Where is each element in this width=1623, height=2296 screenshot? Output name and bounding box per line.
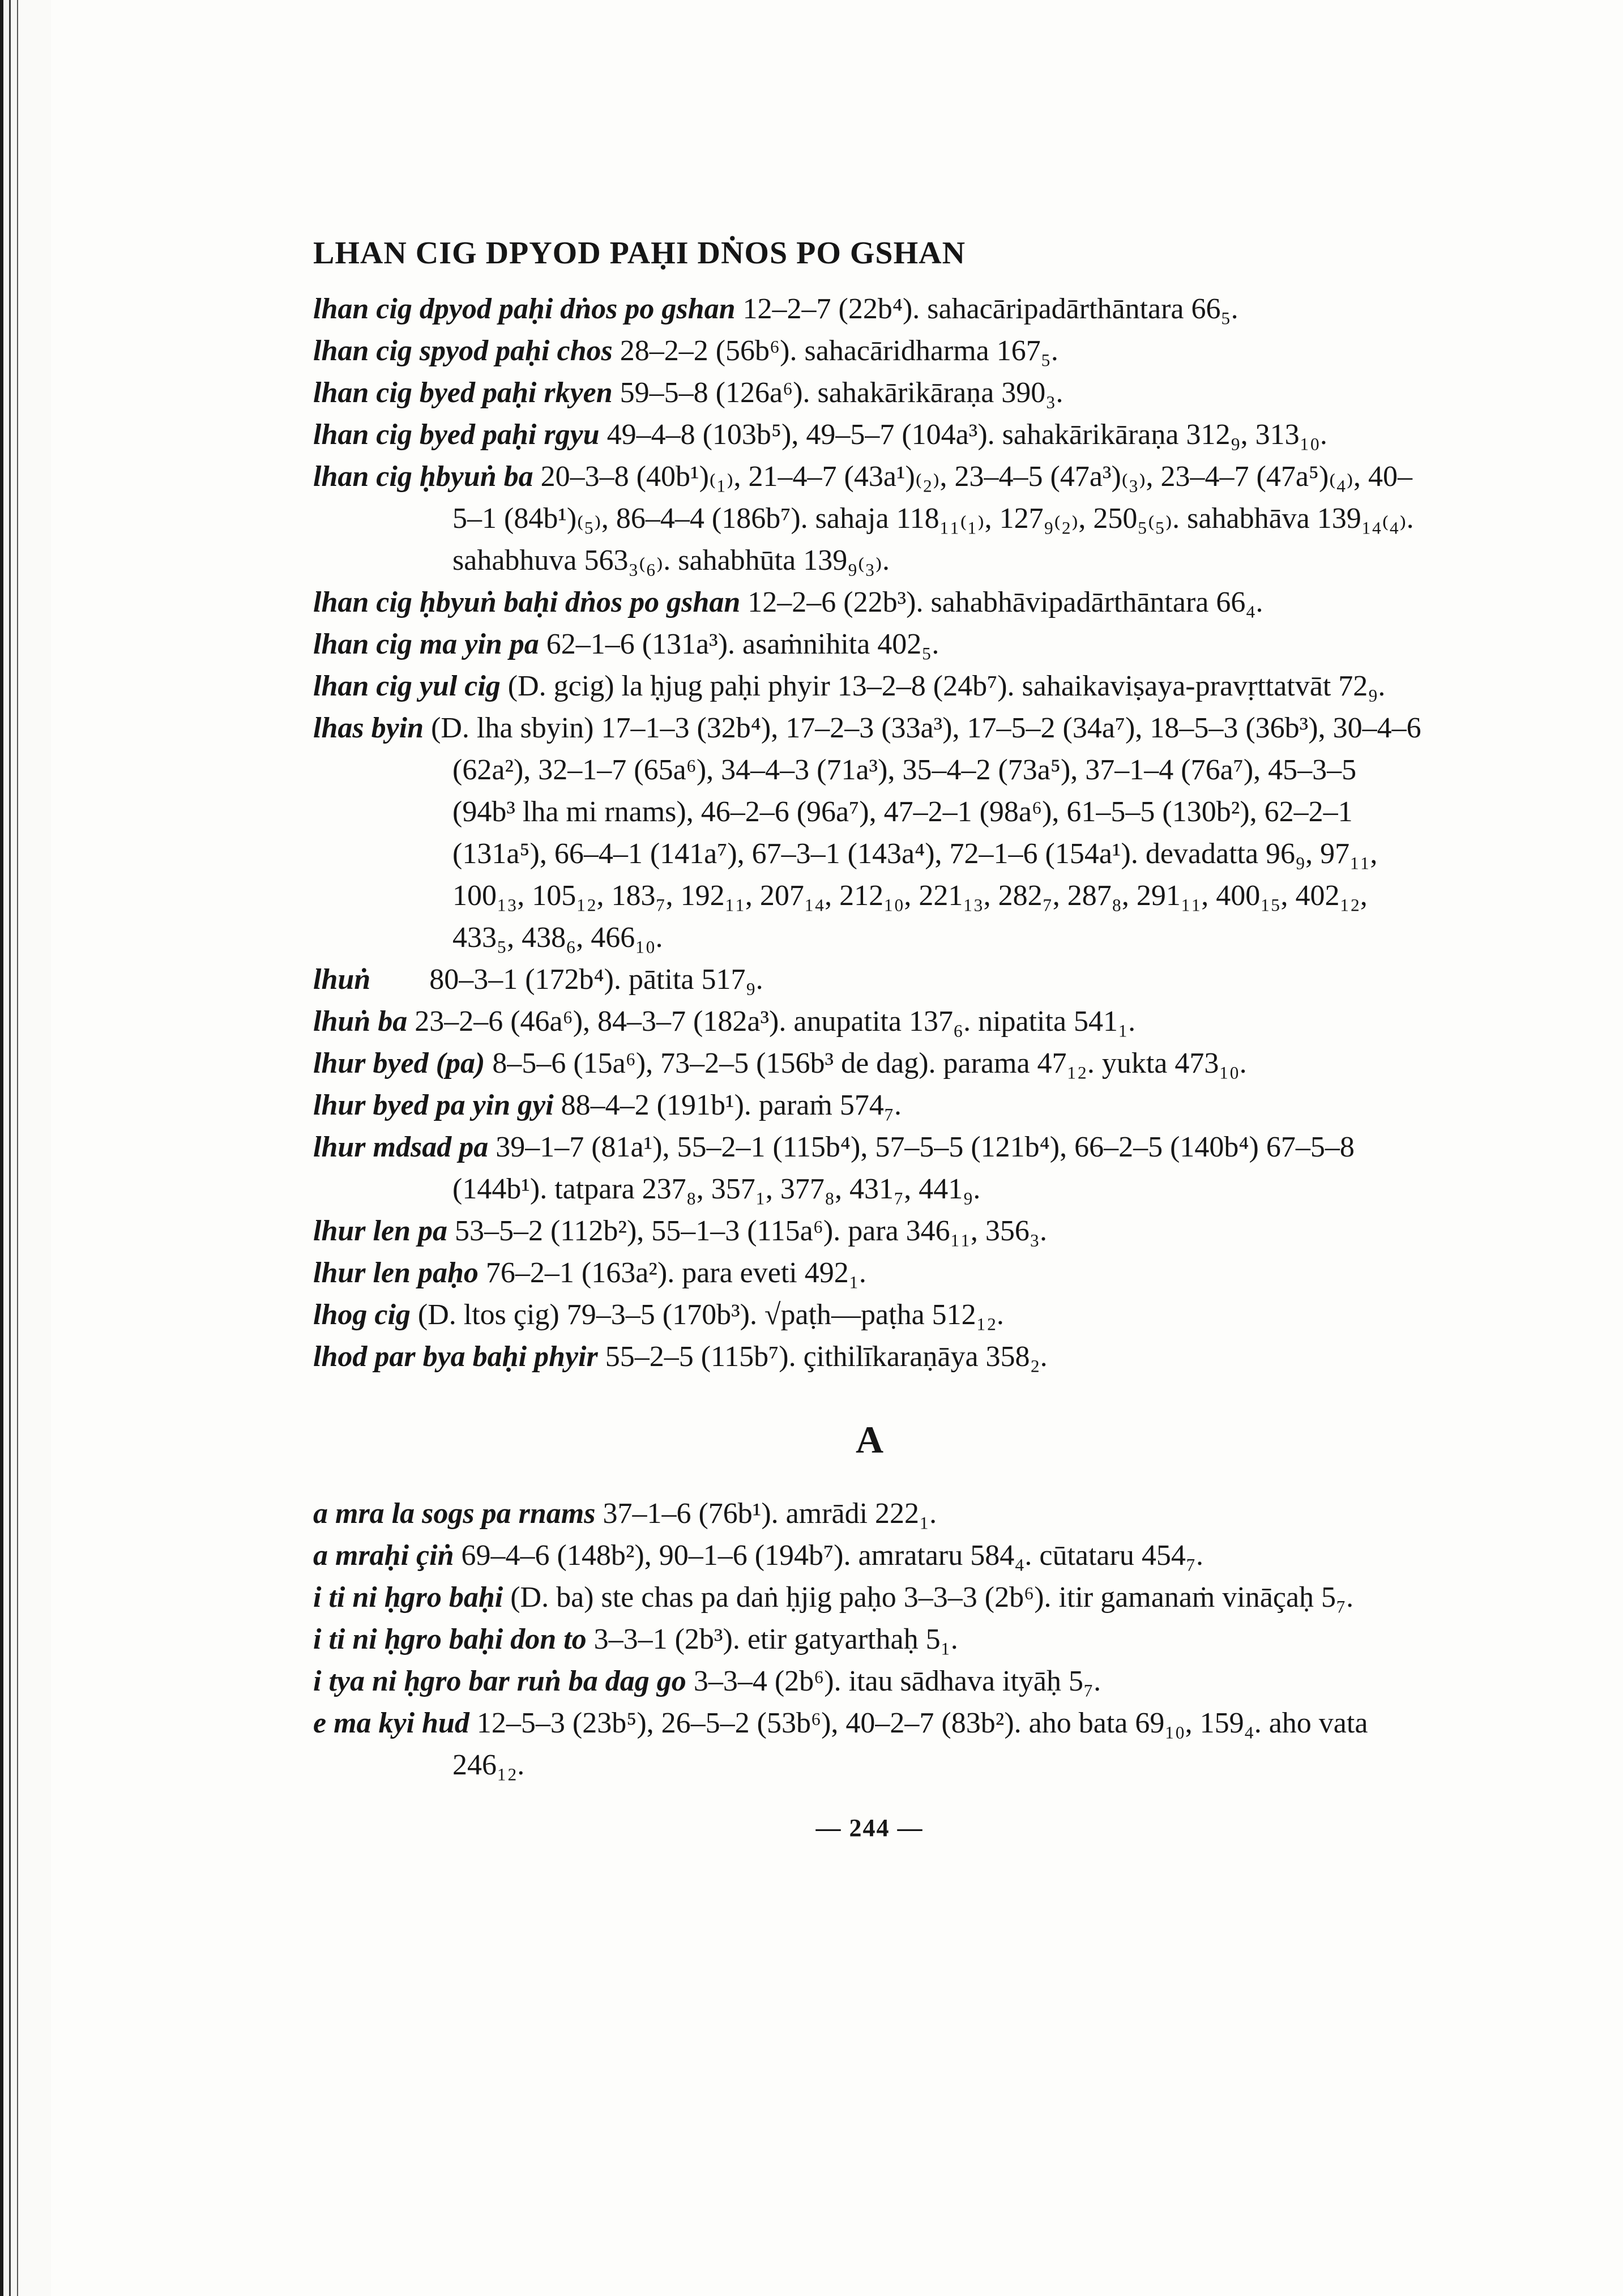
dictionary-entry (313, 1210, 1426, 1252)
dictionary-entry (313, 624, 1426, 665)
entry-references: 76–2–1 (163a²). para eveti 492₁. (478, 1257, 866, 1289)
entry-references: 12–2–7 (22b⁴). sahacāripadārthāntara 66₅. (735, 293, 1238, 325)
dictionary-entry (313, 1294, 1426, 1336)
entry-references: (D. ba) ste chas pa daṅ ḥjig paḥo 3–3–3 (2b⁶). itir gamanaṁ vināçaḥ 5₇. (503, 1581, 1354, 1614)
entry-headword: lhan cig ḥbyuṅ baḥi dṅos po gshan (313, 586, 741, 618)
entries-a-section (313, 1493, 1426, 1786)
entry-headword: i tya ni ḥgro bar ruṅ ba dag go (313, 1665, 686, 1697)
page-number: — 244 — (815, 1814, 924, 1842)
entry-headword: lhan cig yul cig (313, 670, 501, 702)
dictionary-page (313, 235, 1426, 1842)
dictionary-entry (313, 1085, 1426, 1126)
entry-headword: lhod par bya baḥi phyir (313, 1341, 598, 1373)
dictionary-entry (313, 1336, 1426, 1378)
scan-binding-edge (0, 0, 51, 2296)
entry-headword: a mraḥi çiṅ (313, 1539, 454, 1572)
entry-headword: lhog cig (313, 1299, 411, 1331)
dictionary-entry (313, 707, 1426, 959)
entry-references: 69–4–6 (148b²), 90–1–6 (194b⁷). amrataru 584₄. cūtataru 454₇. (454, 1539, 1203, 1572)
dictionary-entry (313, 414, 1426, 456)
entry-references: 3–3–1 (2b³). etir gatyarthaḥ 5₁. (586, 1623, 958, 1655)
entry-references: 62–1–6 (131a³). asaṁnihita 402₅. (539, 628, 939, 660)
dictionary-entry (313, 665, 1426, 707)
entry-references: 49–4–8 (103b⁵), 49–5–7 (104a³). sahakārikāraṇa 312₉, 313₁₀. (599, 419, 1327, 451)
dictionary-entry (313, 1577, 1426, 1619)
entry-references: (D. gcig) la ḥjug paḥi phyir 13–2–8 (24b⁷). sahaikaviṣaya-pravṛttatvāt 72₉. (500, 670, 1386, 702)
entry-references: 59–5–8 (126a⁶). sahakārikāraṇa 390₃. (612, 377, 1064, 409)
entry-headword: lhur byed (pa) (313, 1047, 485, 1079)
dictionary-entry (313, 1252, 1426, 1294)
entry-references: 39–1–7 (81a¹), 55–2–1 (115b⁴), 57–5–5 (121b⁴), 66–2–5 (140b⁴) 67–5–8 (144b¹). tatpara 237₈, 357₁, 377₈, 431₇, 441₉. (452, 1131, 1355, 1205)
running-head: LHAN CIG DPYOD PAḤI DṄOS PO GSHAN (313, 236, 966, 271)
dictionary-entry (313, 1619, 1426, 1661)
entry-headword: lhur mdsad pa (313, 1131, 489, 1163)
entry-headword: lhan cig dpyod paḥi dṅos po gshan (313, 293, 736, 325)
entry-headword: lhuṅ (313, 963, 371, 996)
entry-headword: lhan cig ma yin pa (313, 628, 539, 660)
entry-headword: lhuṅ ba (313, 1005, 408, 1038)
entry-headword: i ti ni ḥgro baḥi (313, 1581, 503, 1614)
entry-headword: lhur len pa (313, 1215, 447, 1247)
entries-l-section (313, 288, 1426, 1378)
entry-references: 20–3–8 (40b¹)₍₁₎, 21–4–7 (43a¹)₍₂₎, 23–4–5 (47a³)₍₃₎, 23–4–7 (47a⁵)₍₄₎, 40–5–1 (84b¹)₍₅₎, 86–4–4 (186b⁷). sahaja 118₁₁₍₁₎, 127₉₍₂₎, 250₅₍₅₎. sahabhāva 139₁₄₍₄₎. sahabhuva 563₃₍₆₎. sahabhūta 139₉₍₃₎. (452, 460, 1414, 577)
entry-headword: lhan cig ḥbyuṅ ba (313, 460, 533, 493)
dictionary-entry (313, 1043, 1426, 1085)
entry-headword: lhan cig byed paḥi rgyu (313, 419, 600, 451)
entry-headword: a mra la sogs pa rnams (313, 1497, 596, 1530)
entry-references: (D. ltos çig) 79–3–5 (170b³). √paṭh—paṭha 512₁₂. (410, 1299, 1004, 1331)
dictionary-entry (313, 1493, 1426, 1535)
entry-references: 80–3–1 (172b⁴). pātita 517₉. (370, 963, 763, 996)
dictionary-entry (313, 1702, 1426, 1786)
entry-references: 23–2–6 (46a⁶), 84–3–7 (182a³). anupatita 137₆. nipatita 541₁. (407, 1005, 1136, 1038)
entry-headword: lhas byin (313, 712, 424, 744)
entry-references: 8–5–6 (15a⁶), 73–2–5 (156b³ de dag). parama 47₁₂. yukta 473₁₀. (485, 1047, 1247, 1079)
entry-references: 53–5–2 (112b²), 55–1–3 (115a⁶). para 346₁₁, 356₃. (447, 1215, 1048, 1247)
dictionary-entry (313, 1001, 1426, 1043)
dictionary-entry (313, 1535, 1426, 1577)
entry-headword: lhur len paḥo (313, 1257, 479, 1289)
entry-headword: e ma kyi hud (313, 1707, 469, 1739)
entry-headword: lhan cig byed paḥi rkyen (313, 377, 613, 409)
entry-references: 55–2–5 (115b⁷). çithilīkaraṇāya 358₂. (597, 1341, 1048, 1373)
section-letter-heading: A (855, 1418, 884, 1461)
dictionary-entry (313, 288, 1426, 330)
dictionary-entry (313, 959, 1426, 1001)
entry-references: 28–2–2 (56b⁶). sahacāridharma 167₅. (612, 335, 1058, 367)
dictionary-entry (313, 1126, 1426, 1210)
entry-headword: lhan cig spyod paḥi chos (313, 335, 613, 367)
dictionary-entry (313, 582, 1426, 624)
entry-references: 3–3–4 (2b⁶). itau sādhava ityāḥ 5₇. (686, 1665, 1101, 1697)
entry-references: 37–1–6 (76b¹). amrādi 222₁. (595, 1497, 937, 1530)
dictionary-entry (313, 372, 1426, 414)
entry-references: 12–2–6 (22b³). sahabhāvipadārthāntara 66₄. (740, 586, 1263, 618)
entry-headword: i ti ni ḥgro baḥi don to (313, 1623, 587, 1655)
entry-references: 12–5–3 (23b⁵), 26–5–2 (53b⁶), 40–2–7 (83b²). aho bata 69₁₀, 159₄. aho vata 246₁₂. (452, 1707, 1368, 1781)
entry-references: (D. lha sbyin) 17–1–3 (32b⁴), 17–2–3 (33a³), 17–5–2 (34a⁷), 18–5–3 (36b³), 30–4–6 (62a²), 32–1–7 (65a⁶), 34–4–3 (71a³), 35–4–2 (73a⁵), 37–1–4 (76a⁷), 45–3–5 (94b³ lha mi rnams), 46–2–6 (96a⁷), 47–2–1 (98a⁶), 61–5–5 (130b²), 62–2–1 (131a⁵), 66–4–1 (141a⁷), 67–3–1 (143a⁴), 72–1–6 (154a¹). devadatta 96₉, 97₁₁, 100₁₃, 105₁₂, 183₇, 192₁₁, 207₁₄, 212₁₀, 221₁₃, 282₇, 287₈, 291₁₁, 400₁₅, 402₁₂, 433₅, 438₆, 466₁₀. (424, 712, 1421, 954)
dictionary-entry (313, 1661, 1426, 1702)
dictionary-entry (313, 330, 1426, 372)
entry-headword: lhur byed pa yin gyi (313, 1089, 554, 1121)
dictionary-entry (313, 456, 1426, 582)
entry-references: 88–4–2 (191b¹). paraṁ 574₇. (553, 1089, 902, 1121)
